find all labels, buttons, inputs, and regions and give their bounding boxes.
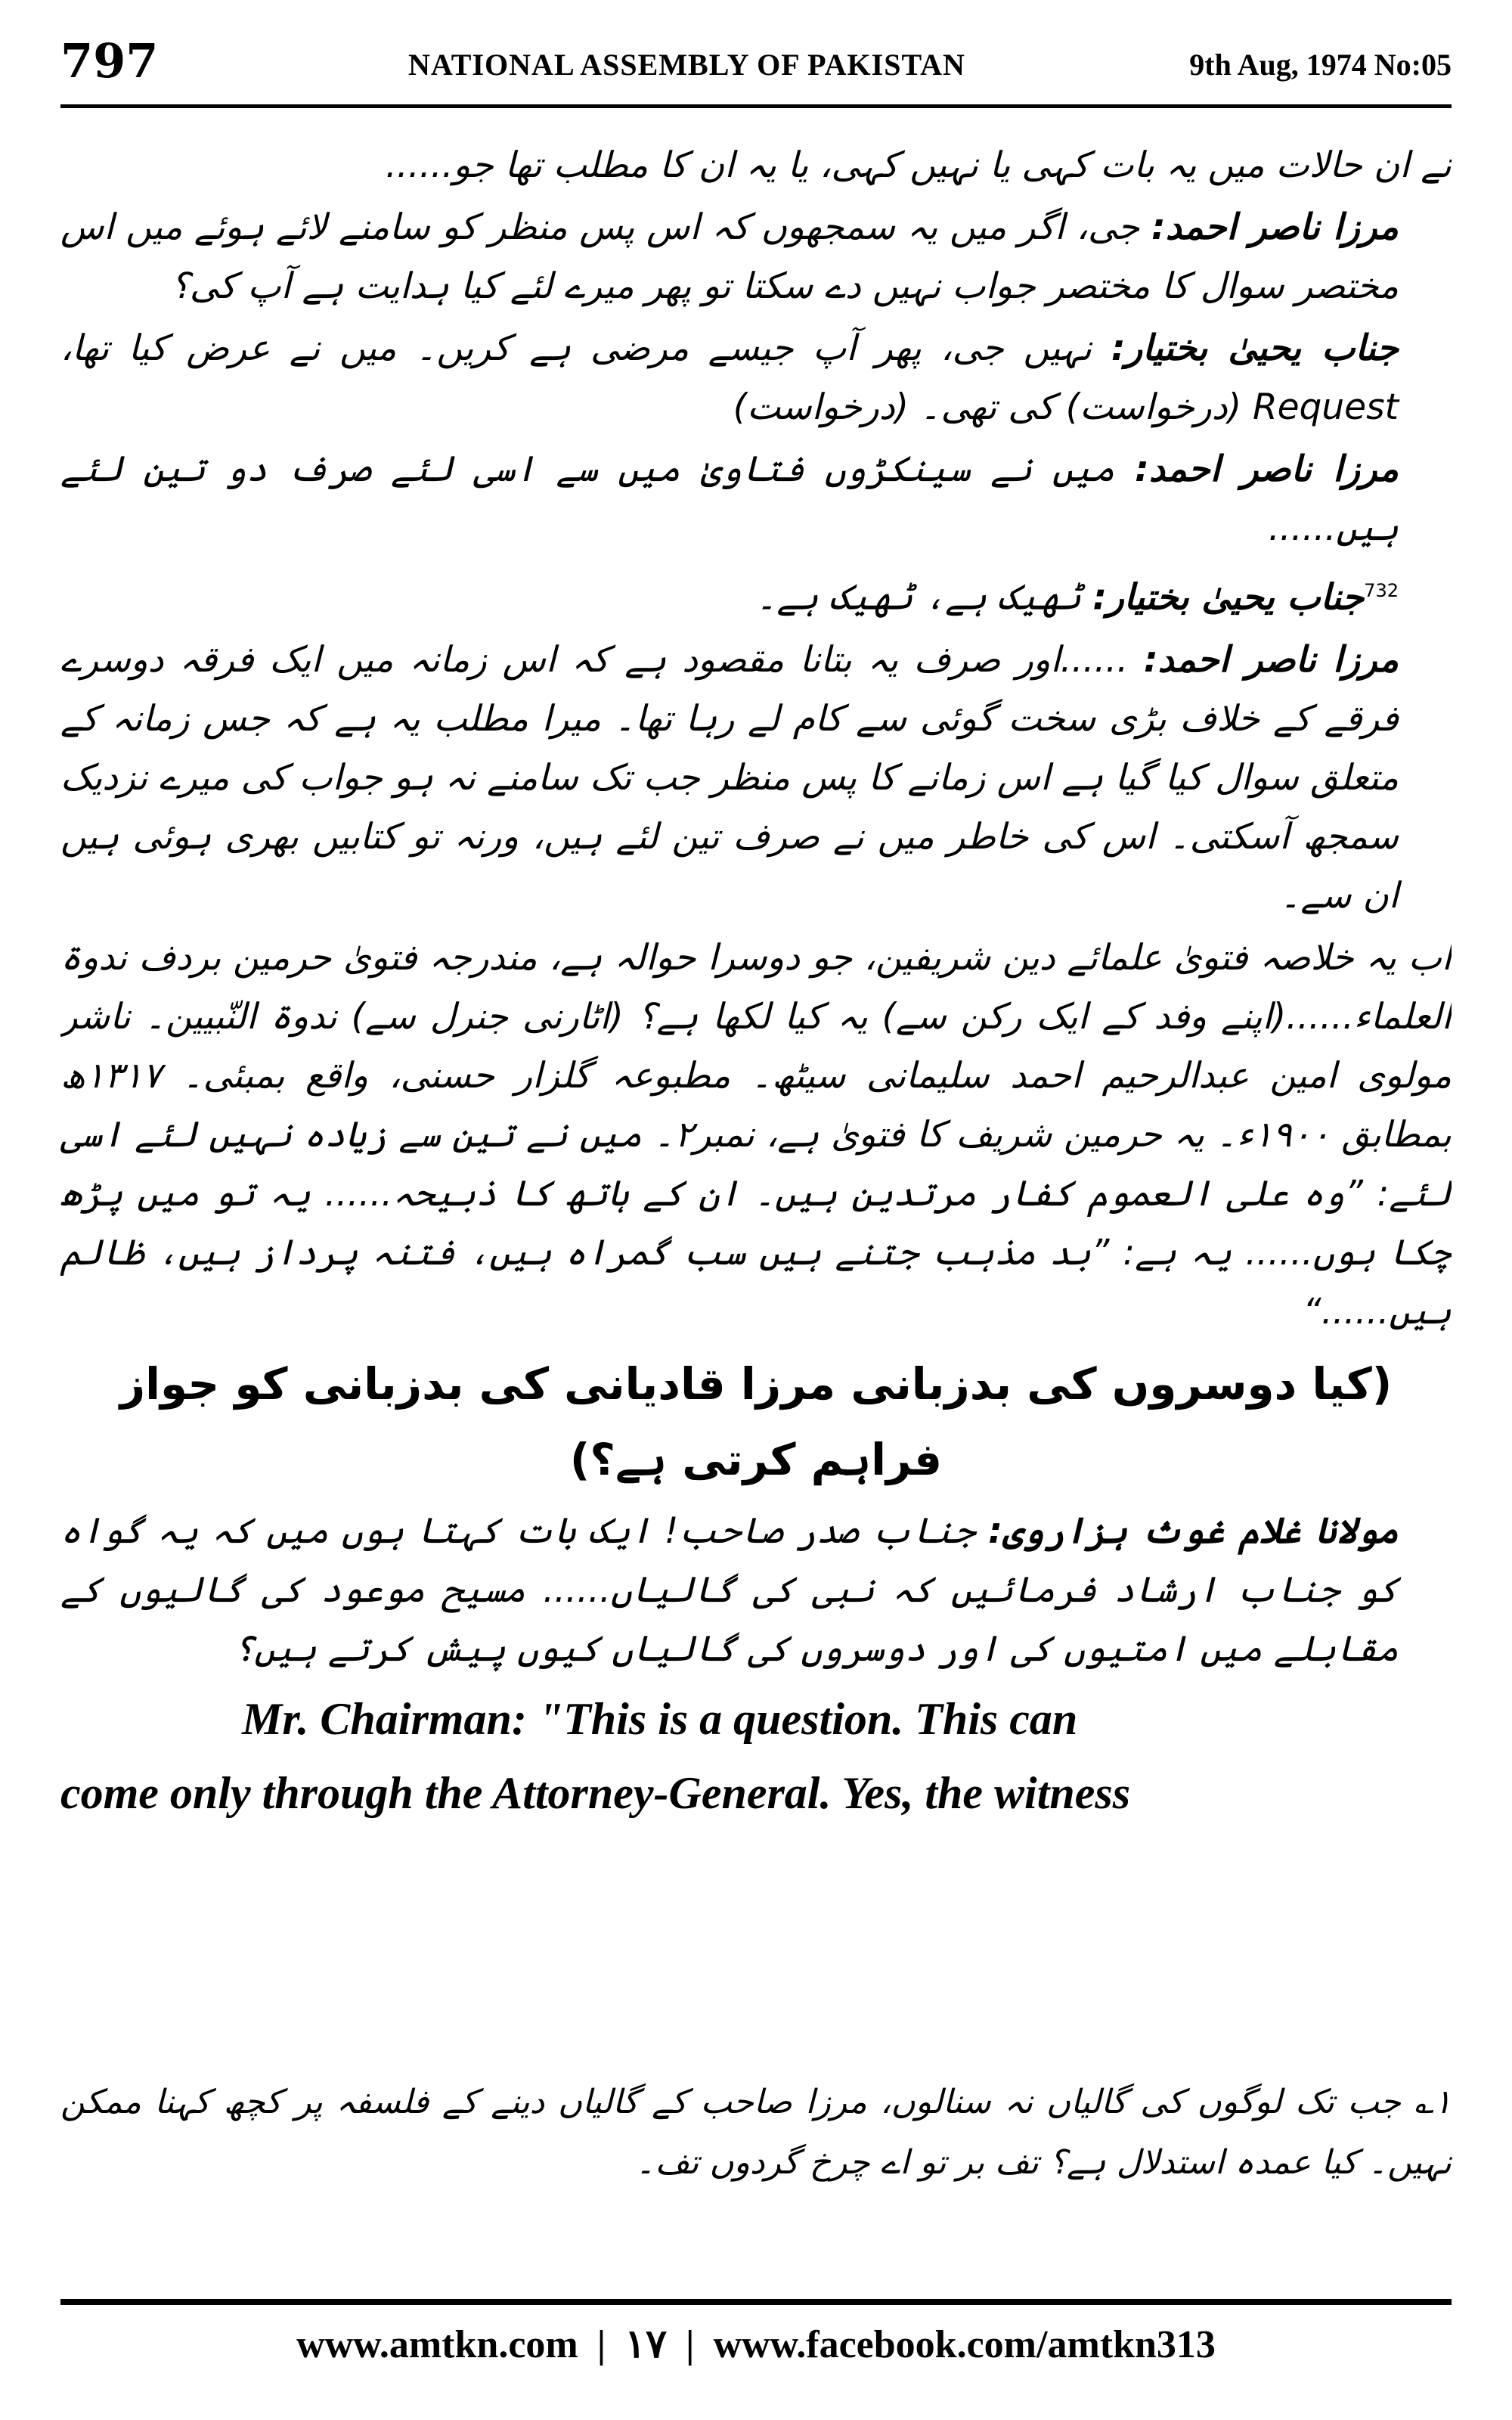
page-footer bbox=[60, 2322, 1452, 2375]
footer-website-link[interactable]: www.amtkn.com bbox=[296, 2323, 578, 2366]
speaker-name: جناب یحییٰ بختیار: bbox=[1111, 327, 1399, 369]
speaker-name: جناب یحییٰ بختیار: bbox=[1092, 576, 1365, 619]
paragraph-3 bbox=[60, 319, 1452, 437]
speaker-name: مرزا ناصر احمد: bbox=[1135, 448, 1399, 490]
paragraph-text: ٹھیک ہے، ٹھیک ہے۔ bbox=[755, 576, 1093, 619]
header-title: NATIONAL ASSEMBLY OF PAKISTAN bbox=[408, 48, 965, 82]
english-line-2: come only through the Attorney-General. Yes, the witness bbox=[60, 1767, 1131, 1818]
paragraph-7 bbox=[60, 929, 1452, 1342]
section-heading: (کیا دوسروں کی بدزبانی مرزا قادیانی کی بدزبانی کو جواز فراہم کرتی ہے؟) bbox=[119, 1357, 1393, 1485]
footer-rule bbox=[60, 2299, 1452, 2305]
paragraph-text: جناب صدر صاحب! ایک بات کہتا ہوں میں کہ یہ گواہ کو جناب ارشاد فرمائیں کہ نبی کی گالیاں...... مسیح موعود کی گالیوں کے مقابلے میں امتیوں کی اور دوسروں کی گالیاں کیوں پیش کرتے ہیں؟ bbox=[60, 1509, 1399, 1670]
paragraph-2 bbox=[60, 198, 1452, 316]
page-number: 797 bbox=[60, 33, 159, 88]
paragraph-text: میں نے سینکڑوں فتاویٰ میں سے اسی لئے صرف دو تین لئے ہیں...... bbox=[60, 448, 1399, 549]
speaker-name: مرزا ناصر احمد: bbox=[1143, 638, 1399, 681]
speaker-name: مرزا ناصر احمد: bbox=[1151, 206, 1399, 248]
footnote: ۱؎ جب تک لوگوں کی گالیاں نہ سنالوں، مرزا صاحب کے گالیاں دینے کے فلسفہ پر کچھ کہنا ممکن نہیں۔ کیا عمدہ استدلال ہے؟ تف بر تو اے چرخ گردوں تف۔ bbox=[60, 2083, 1452, 2182]
header-date: 9th Aug, 1974 No:05 bbox=[1189, 48, 1452, 82]
footer-separator: | bbox=[686, 2323, 695, 2366]
page-header bbox=[60, 30, 1452, 106]
paragraph-text: اب یہ خلاصہ فتویٰ علمائے دین شریفین، جو دوسرا حوالہ ہے، مندرجہ فتویٰ حرمین بردف ندوۃ العلماء......(اپنے وفد کے ایک رکن سے) یہ کیا لکھا ہے؟ (اٹارنی جنرل سے) ندوۃ النّبیین۔ ناشر مولوی امین عبدالرحیم احمد سلیمانی سیٹھ۔ مطبوعہ گلزار حسنی، واقع بمبئی۔ ۱۳۱۷ھ بمطابق ۱۹۰۰ء۔ یہ حرمین شریف کا فتویٰ ہے، نمبر۲۔ میں نے تین سے زیادہ نہیں لئے اسی لئے: ”وہ علی العموم کفار مرتدین ہیں۔ ان کے ہاتھ کا ذبیحہ...... یہ تو میں پڑھ چکا ہوں...... یہ ہے: ”بد مذہب جتنے ہیں سب گمراہ ہیں، فتنہ پرداز ہیں، ظالم ہیں......“ bbox=[60, 936, 1452, 1333]
footer-volume: ۱۷ bbox=[624, 2323, 668, 2366]
paragraph-text: نے ان حالات میں یہ بات کہی یا نہیں کہی، یا یہ ان کا مطلب تھا جو...... bbox=[385, 144, 1452, 186]
paragraph-5 bbox=[60, 561, 1452, 628]
english-line-1: Mr. Chairman: "This is a question. This can bbox=[242, 1693, 1078, 1744]
paragraph-ghaus bbox=[60, 1502, 1452, 1679]
paragraph-text: نہیں جی، پھر آپ جیسے مرضی ہے کریں۔ میں نے عرض کیا تھا، Request (درخواست) کی تھی۔ (درخواست) bbox=[60, 327, 1399, 428]
paragraph-4 bbox=[60, 440, 1452, 558]
paragraph-1 bbox=[60, 136, 1452, 195]
footer-facebook-link[interactable]: www.facebook.com/amtkn313 bbox=[713, 2323, 1216, 2366]
paragraph-text: ......اور صرف یہ بتانا مقصود ہے کہ اس زمانہ میں ایک فرقہ دوسرے فرقے کے خلاف بڑی سخت گوئی سے کام لے رہا تھا۔ میرا مطلب یہ ہے کہ جس زمانہ کے متعلق سوال کیا گیا ہے اس زمانے کا پس منظر جب تک سامنے نہ ہو جواب کی میرے نزدیک سمجھ آسکتی۔ اس کی خاطر میں نے صرف تین لئے ہیں، ورنہ تو کتابیں بھری ہوئی ہیں ان سے۔ bbox=[60, 638, 1399, 917]
document-page bbox=[60, 30, 1452, 2390]
paragraph-6 bbox=[60, 631, 1452, 926]
paragraph-text: جی، اگر میں یہ سمجھوں کہ اس پس منظر کو سامنے لائے ہوئے میں اس مختصر سوال کا مختصر جواب نہیں دے سکتا تو پھر میرے لئے کیا ہدایت ہے آپ کی؟ bbox=[60, 206, 1399, 307]
document-body bbox=[60, 136, 1452, 2072]
speaker-name: مولانا غلام غوث ہزاروی: bbox=[988, 1509, 1399, 1552]
page-marker: 732 bbox=[1364, 580, 1399, 601]
header-rule bbox=[60, 104, 1452, 108]
footer-separator: | bbox=[596, 2323, 606, 2366]
